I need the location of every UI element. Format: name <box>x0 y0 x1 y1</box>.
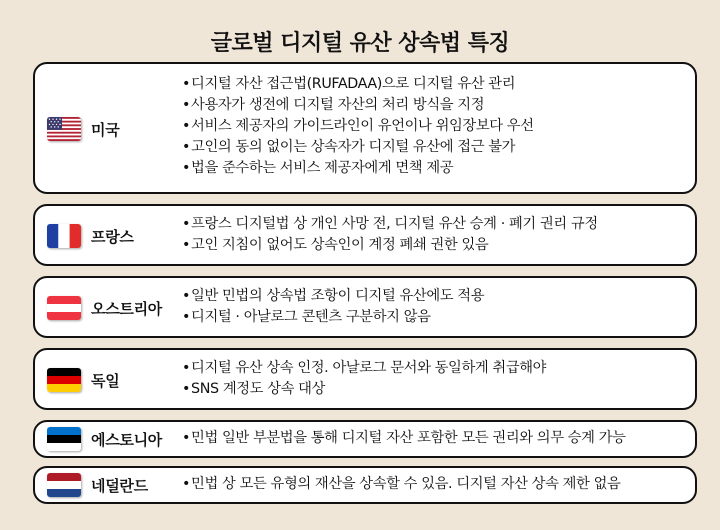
country-name: 독일 <box>91 372 120 390</box>
feature-list <box>182 428 687 449</box>
country-card-estonia <box>33 420 697 458</box>
list-item: • 서비스 제공자의 가이드라인이 유언이나 위임장보다 우선 <box>182 116 687 137</box>
feature-list <box>182 74 687 179</box>
feature-list <box>182 214 687 256</box>
list-item: • 프랑스 디지털법 상 개인 사망 전, 디지털 유산 승계 · 폐기 권리 규정 <box>182 214 687 235</box>
estonia-flag-icon <box>47 427 81 451</box>
feature-list <box>182 474 687 495</box>
country-name: 에스토니아 <box>91 431 162 449</box>
list-item: • 법을 준수하는 서비스 제공자에게 면책 제공 <box>182 158 687 179</box>
list-item: • SNS 계정도 상속 대상 <box>182 379 687 400</box>
list-item: • 민법 일반 부분법을 통해 디지털 자산 포함한 모든 권리와 의무 승계 가능 <box>182 428 687 449</box>
country-card-netherlands <box>33 466 697 504</box>
netherlands-flag-icon <box>47 473 81 497</box>
country-name: 네덜란드 <box>91 477 148 495</box>
list-item: • 고인 지침이 없어도 상속인이 계정 폐쇄 권한 있음 <box>182 235 687 256</box>
austria-flag-icon <box>47 296 81 320</box>
country-name: 미국 <box>91 121 120 139</box>
feature-list <box>182 286 687 328</box>
list-item: • 고인의 동의 없이는 상속자가 디지털 유산에 접근 불가 <box>182 137 687 158</box>
list-item: • 민법 상 모든 유형의 재산을 상속할 수 있음. 디지털 자산 상속 제한 없음 <box>182 474 687 495</box>
list-item: • 사용자가 생전에 디지털 자산의 처리 방식을 지정 <box>182 95 687 116</box>
feature-list <box>182 358 687 400</box>
list-item: • 일반 민법의 상속법 조항이 디지털 유산에도 적용 <box>182 286 687 307</box>
list-item: • 디지털 자산 접근법(RUFADAA)으로 디지털 유산 관리 <box>182 74 687 95</box>
us-flag-icon <box>47 117 81 141</box>
country-card-france <box>33 204 697 266</box>
country-card-austria <box>33 276 697 338</box>
country-name: 오스트리아 <box>91 300 162 318</box>
country-name: 프랑스 <box>91 228 134 246</box>
list-item: • 디지털 유산 상속 인정. 아날로그 문서와 동일하게 취급해야 <box>182 358 687 379</box>
country-card-germany <box>33 348 697 410</box>
list-item: • 디지털 · 아날로그 콘텐츠 구분하지 않음 <box>182 307 687 328</box>
page-title: 글로벌 디지털 유산 상속법 특징 <box>210 31 510 56</box>
country-card-us <box>33 62 697 194</box>
germany-flag-icon <box>47 368 81 392</box>
france-flag-icon <box>47 224 81 248</box>
